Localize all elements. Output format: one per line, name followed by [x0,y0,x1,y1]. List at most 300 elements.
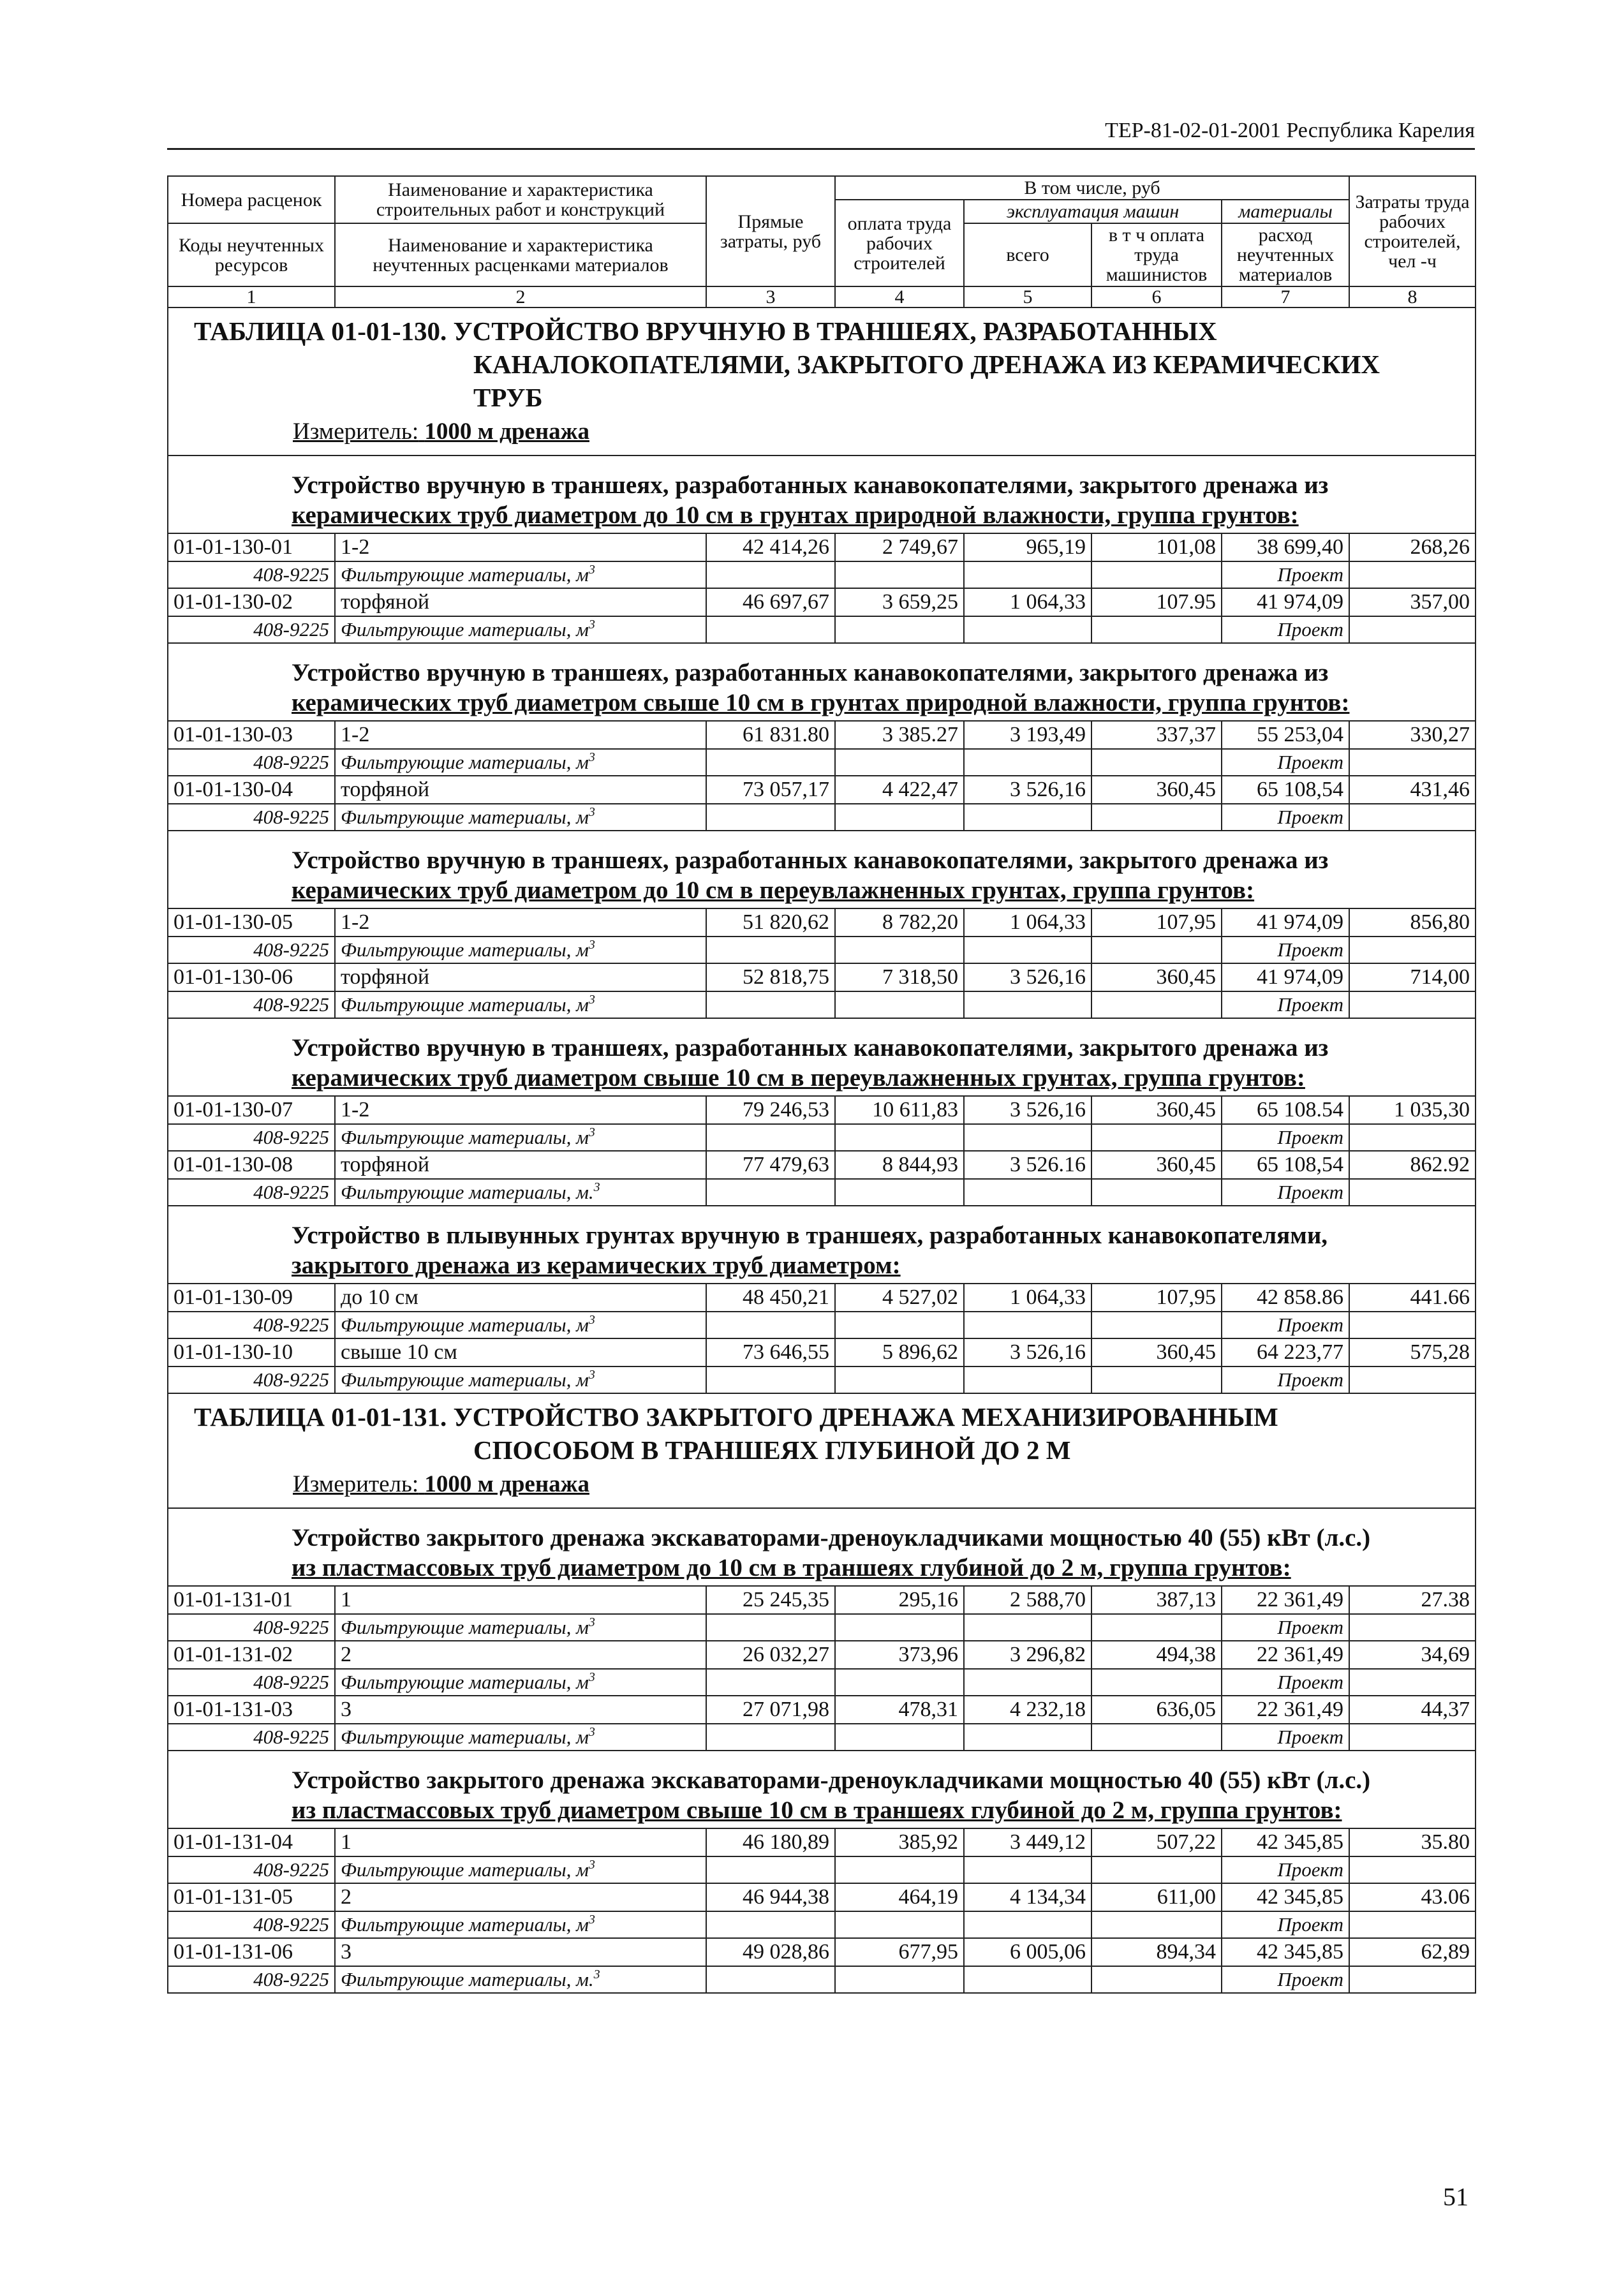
col-header-material-use: расход неучтенных материалов [1222,223,1349,286]
wages: 8 844,93 [835,1151,964,1179]
section-heading-line: Устройство закрытого дренажа экскаваторами-дреноукладчиками мощностью 40 (55) кВт (л.с.) [292,1524,1371,1552]
rate-code: 01-01-130-03 [168,721,335,749]
labor-hours: 34,69 [1349,1641,1476,1669]
material-cost: 42 345,85 [1222,1883,1349,1911]
col-header-rate-number: Номера расценок [168,176,335,223]
empty-cell [964,1614,1091,1641]
wages: 10 611,83 [835,1096,964,1124]
empty-cell [1349,1614,1476,1641]
material-name: Фильтрующие материалы, м [341,1671,589,1693]
machines-total: 3 449,12 [964,1828,1091,1856]
direct-costs: 77 479,63 [706,1151,835,1179]
material-cell [335,804,706,831]
material-cost: 41 974,09 [1222,588,1349,616]
material-quantity: Проект [1222,1366,1349,1393]
material-cell [335,1124,706,1151]
machines-total: 3 296,82 [964,1641,1091,1669]
material-quantity: Проект [1222,1614,1349,1641]
empty-cell [835,1179,964,1206]
material-cost: 42 345,85 [1222,1828,1349,1856]
cubic-superscript: 3 [588,750,595,764]
work-description: 1-2 [335,721,706,749]
material-cell [335,1724,706,1751]
empty-cell [706,1966,835,1993]
table-title [168,1394,1475,1507]
material-row [168,1124,1476,1151]
column-number: 3 [706,286,835,307]
section-heading-line: Устройство вручную в траншеях, разработанных канавокопателями, закрытого дренажа из [292,1034,1329,1062]
resource-code: 408-9225 [168,616,335,643]
empty-cell [1091,561,1222,588]
empty-cell [1349,937,1476,963]
labor-hours: 268,26 [1349,533,1476,561]
material-quantity: Проект [1222,1312,1349,1338]
material-cost: 22 361,49 [1222,1586,1349,1614]
empty-cell [1091,804,1222,831]
material-quantity: Проект [1222,1724,1349,1751]
empty-cell [1349,804,1476,831]
section-heading-line: из пластмассовых труб диаметром свыше 10 см в траншеях глубиной до 2 м, группа грунтов: [292,1796,1342,1824]
material-cost: 64 223,77 [1222,1338,1349,1366]
operator-wages: 360,45 [1091,1338,1222,1366]
wages: 3 385.27 [835,721,964,749]
section-heading-line: Устройство вручную в траншеях, разработанных канавокопателями, закрытого дренажа из [292,471,1329,499]
empty-cell [964,616,1091,643]
empty-cell [835,1366,964,1393]
section-heading-line: керамических труб диаметром свыше 10 см в грунтах природной влажности, группа грунтов: [292,689,1350,716]
wages: 677,95 [835,1938,964,1966]
work-description: 3 [335,1938,706,1966]
col-header-machines: эксплуатация машин [964,200,1222,223]
table-title-line: ТРУБ [473,383,543,412]
resource-code: 408-9225 [168,561,335,588]
empty-cell [964,1179,1091,1206]
operator-wages: 337,37 [1091,721,1222,749]
section-heading [168,1019,1475,1095]
empty-cell [706,1856,835,1883]
section-heading-row [168,455,1476,533]
resource-code: 408-9225 [168,804,335,831]
table-row [168,963,1476,991]
table-row [168,1151,1476,1179]
empty-cell [706,1179,835,1206]
material-cost: 65 108,54 [1222,776,1349,804]
empty-cell [964,1911,1091,1938]
table-row [168,1641,1476,1669]
material-cost: 22 361,49 [1222,1696,1349,1724]
empty-cell [964,937,1091,963]
empty-cell [1091,1124,1222,1151]
unit-value: 1000 м дренажа [424,1471,589,1497]
material-cell [335,1179,706,1206]
section-heading-line: Устройство вручную в траншеях, разработанных канавокопателями, закрытого дренажа из [292,659,1329,686]
material-row [168,1614,1476,1641]
material-quantity: Проект [1222,616,1349,643]
column-numbers [168,286,1476,307]
section-heading-line: керамических труб диаметром до 10 см в грунтах природной влажности, группа грунтов: [292,501,1299,529]
empty-cell [964,1312,1091,1338]
resource-code: 408-9225 [168,1614,335,1641]
machines-total: 1 064,33 [964,1284,1091,1312]
labor-hours: 44,37 [1349,1696,1476,1724]
empty-cell [706,804,835,831]
empty-cell [1091,749,1222,776]
cubic-superscript: 3 [588,805,595,819]
work-description: до 10 см [335,1284,706,1312]
work-description: 2 [335,1641,706,1669]
empty-cell [835,561,964,588]
section-heading [168,831,1475,908]
rate-code: 01-01-130-01 [168,533,335,561]
section-heading-cell [168,455,1476,533]
direct-costs: 79 246,53 [706,1096,835,1124]
table-row [168,776,1476,804]
labor-hours: 862.92 [1349,1151,1476,1179]
empty-cell [706,1724,835,1751]
work-description: свыше 10 см [335,1338,706,1366]
empty-cell [1349,1966,1476,1993]
rate-code: 01-01-130-09 [168,1284,335,1312]
empty-cell [706,1312,835,1338]
table-title-line: КАНАЛОКОПАТЕЛЯМИ, ЗАКРЫТОГО ДРЕНАЖА ИЗ КЕРАМИЧЕСКИХ [473,350,1380,379]
empty-cell [835,1124,964,1151]
material-row [168,1669,1476,1696]
material-quantity: Проект [1222,1966,1349,1993]
labor-hours: 35.80 [1349,1828,1476,1856]
rate-code: 01-01-130-02 [168,588,335,616]
empty-cell [1349,1366,1476,1393]
empty-cell [835,1614,964,1641]
material-cost: 22 361,49 [1222,1641,1349,1669]
direct-costs: 52 818,75 [706,963,835,991]
col-header-work-name: Наименование и характеристика строительных работ и конструкций [335,176,706,223]
material-cost: 38 699,40 [1222,533,1349,561]
material-quantity: Проект [1222,1124,1349,1151]
labor-hours: 357,00 [1349,588,1476,616]
unit-value: 1000 м дренажа [424,418,589,445]
resource-code: 408-9225 [168,1724,335,1751]
machines-total: 965,19 [964,533,1091,561]
section-heading-line: Устройство вручную в траншеях, разработанных канавокопателями, закрытого дренажа из [292,847,1329,874]
empty-cell [1349,1312,1476,1338]
empty-cell [835,616,964,643]
cubic-superscript: 3 [588,1670,595,1684]
material-quantity: Проект [1222,991,1349,1018]
wages: 8 782,20 [835,908,964,937]
wages: 4 422,47 [835,776,964,804]
empty-cell [1091,1179,1222,1206]
machines-total: 2 588,70 [964,1586,1091,1614]
empty-cell [1349,1724,1476,1751]
table-row [168,721,1476,749]
section-heading-line: закрытого дренажа из керамических труб диаметром: [292,1252,901,1279]
rate-code: 01-01-131-01 [168,1586,335,1614]
empty-cell [1091,1966,1222,1993]
cubic-superscript: 3 [588,1913,595,1927]
resource-code: 408-9225 [168,1124,335,1151]
wages: 7 318,50 [835,963,964,991]
empty-cell [835,804,964,831]
empty-cell [835,1724,964,1751]
machines-total: 3 526,16 [964,1096,1091,1124]
rate-code: 01-01-131-02 [168,1641,335,1669]
machines-total: 3 526,16 [964,776,1091,804]
material-row [168,1911,1476,1938]
operator-wages: 360,45 [1091,776,1222,804]
material-quantity: Проект [1222,937,1349,963]
operator-wages: 101,08 [1091,533,1222,561]
machines-total: 3 193,49 [964,721,1091,749]
material-name: Фильтрующие материалы, м [341,1126,589,1148]
table-row [168,1096,1476,1124]
resource-code: 408-9225 [168,1366,335,1393]
operator-wages: 360,45 [1091,1151,1222,1179]
wages: 3 659,25 [835,588,964,616]
material-row [168,561,1476,588]
material-row [168,937,1476,963]
table-title [168,308,1475,455]
cubic-superscript: 3 [588,993,595,1007]
operator-wages: 636,05 [1091,1696,1222,1724]
material-row [168,1179,1476,1206]
empty-cell [706,561,835,588]
table-row [168,908,1476,937]
section-heading [168,456,1475,533]
section-heading-row [168,1508,1476,1586]
material-name: Фильтрующие материалы, м. [341,1968,594,1990]
operator-wages: 107.95 [1091,588,1222,616]
resource-code: 408-9225 [168,749,335,776]
empty-cell [835,937,964,963]
section-heading-line: Устройство в плывунных грунтах вручную в траншеях, разработанных канавокопателями, [292,1222,1328,1249]
material-quantity: Проект [1222,804,1349,831]
labor-hours: 714,00 [1349,963,1476,991]
table-row [168,1338,1476,1366]
direct-costs: 46 180,89 [706,1828,835,1856]
material-cell [335,1966,706,1993]
empty-cell [1091,1911,1222,1938]
table-title-line: ТАБЛИЦА 01-01-130. УСТРОЙСТВО ВРУЧНУЮ В ТРАНШЕЯХ, РАЗРАБОТАННЫХ [194,316,1217,346]
table-row [168,1938,1476,1966]
column-number: 8 [1349,286,1476,307]
col-header-labor: Затраты труда рабочих строителей, чел -ч [1349,176,1476,286]
machines-total: 4 134,34 [964,1883,1091,1911]
empty-cell [1091,937,1222,963]
machines-total: 3 526,16 [964,1338,1091,1366]
material-cell [335,991,706,1018]
operator-wages: 611,00 [1091,1883,1222,1911]
empty-cell [706,1614,835,1641]
unit-label: Измеритель: [293,1471,419,1497]
document-code: ТЕР-81-02-01-2001 Республика Карелия [1105,119,1475,142]
resource-code: 408-9225 [168,1911,335,1938]
column-number: 4 [835,286,964,307]
material-name: Фильтрующие материалы, м [341,751,589,773]
material-name: Фильтрующие материалы, м [341,1913,589,1936]
empty-cell [835,1669,964,1696]
rate-code: 01-01-130-06 [168,963,335,991]
cubic-superscript: 3 [588,1725,595,1739]
cubic-superscript: 3 [588,563,595,577]
wages: 385,92 [835,1828,964,1856]
empty-cell [1091,1724,1222,1751]
table-title-cell [168,1393,1476,1508]
material-row [168,1724,1476,1751]
material-name: Фильтрующие материалы, м [341,1368,589,1391]
direct-costs: 26 032,27 [706,1641,835,1669]
document-header [167,108,1475,150]
operator-wages: 360,45 [1091,963,1222,991]
empty-cell [1349,749,1476,776]
empty-cell [1091,1614,1222,1641]
rate-code: 01-01-130-10 [168,1338,335,1366]
labor-hours: 1 035,30 [1349,1096,1476,1124]
material-cell [335,1669,706,1696]
work-description: торфяной [335,776,706,804]
column-number: 5 [964,286,1091,307]
empty-cell [964,1124,1091,1151]
empty-cell [835,1966,964,1993]
empty-cell [1091,1856,1222,1883]
rate-code: 01-01-130-07 [168,1096,335,1124]
table-row [168,1883,1476,1911]
rates-table [167,175,1476,1994]
section-heading-cell [168,1508,1476,1586]
work-description: 1-2 [335,533,706,561]
operator-wages: 507,22 [1091,1828,1222,1856]
direct-costs: 46 697,67 [706,588,835,616]
resource-code: 408-9225 [168,1312,335,1338]
cubic-superscript: 3 [593,1180,600,1194]
operator-wages: 387,13 [1091,1586,1222,1614]
table-body [168,307,1476,1993]
material-cost: 65 108,54 [1222,1151,1349,1179]
material-cell [335,1911,706,1938]
empty-cell [1349,1911,1476,1938]
section-heading-cell [168,643,1476,721]
material-name: Фильтрующие материалы, м [341,1858,589,1881]
empty-cell [964,804,1091,831]
section-heading-line: керамических труб диаметром до 10 см в переувлажненных грунтах, группа грунтов: [292,877,1255,904]
measurement-unit [194,1469,1475,1500]
table-row [168,1586,1476,1614]
material-name: Фильтрующие материалы, м [341,618,589,641]
section-heading [168,1509,1475,1585]
empty-cell [706,991,835,1018]
material-row [168,749,1476,776]
cubic-superscript: 3 [588,1368,595,1382]
material-row [168,804,1476,831]
table-row [168,533,1476,561]
unit-label: Измеритель: [293,418,419,445]
material-name: Фильтрующие материалы, м [341,1314,589,1336]
empty-cell [964,1366,1091,1393]
wages: 295,16 [835,1586,964,1614]
cubic-superscript: 3 [588,1125,595,1139]
material-quantity: Проект [1222,1911,1349,1938]
material-name: Фильтрующие материалы, м. [341,1181,594,1203]
column-number: 7 [1222,286,1349,307]
empty-cell [835,991,964,1018]
material-cost: 41 974,09 [1222,908,1349,937]
material-row [168,1856,1476,1883]
machines-total: 1 064,33 [964,588,1091,616]
direct-costs: 25 245,35 [706,1586,835,1614]
section-heading-row [168,1018,1476,1096]
labor-hours: 330,27 [1349,721,1476,749]
labor-hours: 43.06 [1349,1883,1476,1911]
resource-code: 408-9225 [168,1856,335,1883]
empty-cell [706,616,835,643]
rate-code: 01-01-131-04 [168,1828,335,1856]
table-header [168,176,1476,307]
empty-cell [706,937,835,963]
col-header-operator-wages: в т ч оплата труда машинистов [1091,223,1222,286]
section-heading-line: Устройство закрытого дренажа экскаваторами-дреноукладчиками мощностью 40 (55) кВт (л.с.) [292,1766,1371,1794]
col-header-direct-costs: Прямые затраты, руб [706,176,835,286]
empty-cell [1091,1669,1222,1696]
cubic-superscript: 3 [588,1615,595,1629]
material-name: Фильтрующие материалы, м [341,1616,589,1638]
resource-code: 408-9225 [168,1966,335,1993]
direct-costs: 49 028,86 [706,1938,835,1966]
col-header-wages: оплата труда рабочих строителей [835,200,964,286]
direct-costs: 51 820,62 [706,908,835,937]
cubic-superscript: 3 [588,1858,595,1872]
work-description: 1-2 [335,1096,706,1124]
column-number: 2 [335,286,706,307]
empty-cell [964,1966,1091,1993]
col-header-group: В том числе, руб [835,176,1349,200]
table-title-line: ТАБЛИЦА 01-01-131. УСТРОЙСТВО ЗАКРЫТОГО ДРЕНАЖА МЕХАНИЗИРОВАННЫМ [194,1402,1278,1432]
empty-cell [706,1669,835,1696]
material-row [168,1312,1476,1338]
section-heading [168,1751,1475,1828]
empty-cell [1349,1179,1476,1206]
work-description: 1 [335,1828,706,1856]
rate-code: 01-01-130-05 [168,908,335,937]
wages: 4 527,02 [835,1284,964,1312]
resource-code: 408-9225 [168,1669,335,1696]
operator-wages: 107,95 [1091,1284,1222,1312]
operator-wages: 494,38 [1091,1641,1222,1669]
labor-hours: 431,46 [1349,776,1476,804]
material-cell [335,1312,706,1338]
direct-costs: 42 414,26 [706,533,835,561]
empty-cell [1349,561,1476,588]
direct-costs: 46 944,38 [706,1883,835,1911]
material-cell [335,749,706,776]
rate-code: 01-01-130-04 [168,776,335,804]
empty-cell [835,749,964,776]
direct-costs: 73 057,17 [706,776,835,804]
section-heading-line: керамических труб диаметром свыше 10 см в переувлажненных грунтах, группа грунтов: [292,1064,1305,1092]
table-row [168,1828,1476,1856]
table-title-cell [168,307,1476,455]
table-row [168,588,1476,616]
machines-total: 6 005,06 [964,1938,1091,1966]
work-description: торфяной [335,963,706,991]
work-description: 1 [335,1586,706,1614]
empty-cell [1091,1366,1222,1393]
material-cost: 55 253,04 [1222,721,1349,749]
work-description: торфяной [335,1151,706,1179]
rate-code: 01-01-131-03 [168,1696,335,1724]
empty-cell [706,749,835,776]
section-heading-cell [168,1751,1476,1828]
section-heading-cell [168,1206,1476,1284]
page-number: 51 [1443,2182,1469,2211]
